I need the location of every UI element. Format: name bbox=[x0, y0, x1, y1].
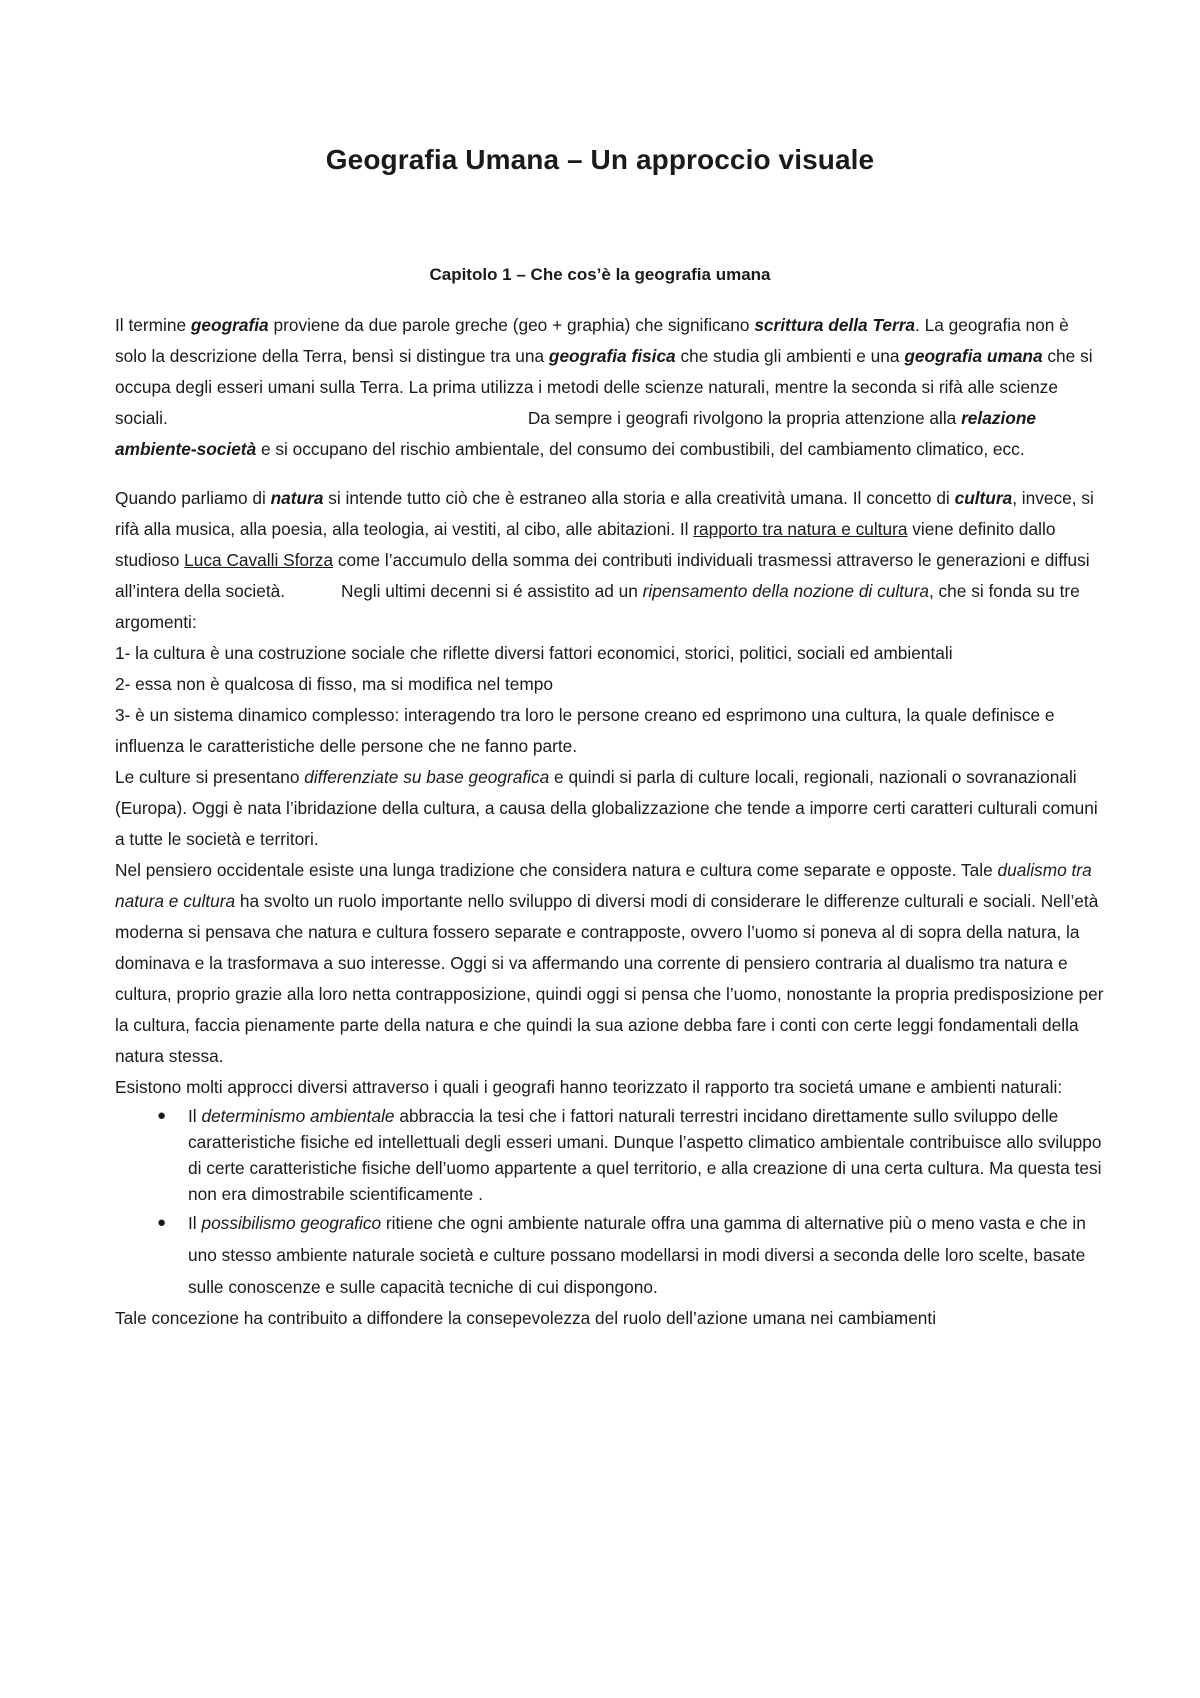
text-run: Le culture si presentano bbox=[115, 767, 305, 787]
text-run: come l’accumulo della somma dei contributi individuali trasmessi attraverso le generazioni e diffusi all’intera della società. bbox=[115, 550, 1090, 601]
list-item bbox=[115, 1103, 1105, 1207]
paragraph-intro bbox=[115, 310, 1105, 465]
bullet-icon: ● bbox=[157, 1214, 167, 1231]
text-run: ritiene che ogni ambiente naturale offra una gamma di alternative più o meno vasta e che in uno stesso ambiente naturale società e culture possano modellarsi in modi diversi a seconda delle loro scelte, basate sulle conoscenze e sulle capacità tecniche di cui dispongono. bbox=[188, 1213, 1086, 1297]
approaches-list bbox=[115, 1103, 1105, 1303]
document-title: Geografia Umana – Un approccio visuale bbox=[325, 144, 875, 175]
term-differenziate: differenziate su base geografica bbox=[304, 767, 550, 787]
term-geografia-fisica: geografia fisica bbox=[548, 346, 676, 366]
text-run: Il termine bbox=[115, 315, 191, 335]
term-possibilismo-geografico: possibilismo geografico bbox=[201, 1213, 382, 1233]
document-body bbox=[115, 310, 1105, 1334]
text-run: e si occupano del rischio ambientale, del consumo dei combustibili, del cambiamento climatico, ecc. bbox=[256, 439, 1025, 459]
text-run: . La geografia non è solo la descrizione della Terra, bensì si distingue tra una bbox=[115, 315, 1069, 366]
term-scrittura-della-terra: scrittura della Terra bbox=[754, 315, 916, 335]
term-determinismo-ambientale: determinismo ambientale bbox=[201, 1106, 395, 1126]
text-run: Negli ultimi decenni si é assistito ad un bbox=[341, 581, 643, 601]
text-run: , che si fonda su tre argomenti: bbox=[115, 581, 1080, 632]
paragraph-conclusione: Tale concezione ha contribuito a diffondere la consepevolezza del ruolo dell’azione umana nei cambiamenti bbox=[115, 1308, 937, 1328]
text-run: Il bbox=[188, 1106, 202, 1126]
numbered-point: 2- essa non è qualcosa di fisso, ma si modifica nel tempo bbox=[115, 674, 554, 694]
text-run: e quindi si parla di culture locali, regionali, nazionali o sovranazionali (Europa). Oggi è nata l’ibridazione della cultura, a causa della globalizzazione che tende a imporre certi caratteri culturali comuni a tutte le società e territori. bbox=[115, 767, 1098, 849]
text-run: si intende tutto ciò che è estraneo alla storia e alla creatività umana. Il concetto di bbox=[323, 488, 955, 508]
paragraph-approcci: Esistono molti approcci diversi attraverso i quali i geografi hanno teorizzato il rapporto tra societá umane e ambienti naturali: bbox=[115, 1077, 1063, 1097]
term-dualismo: dualismo tra natura e cultura bbox=[115, 860, 1092, 911]
text-run: Quando parliamo di bbox=[115, 488, 271, 508]
term-geografia: geografia bbox=[190, 315, 269, 335]
text-run: Da sempre i geografi rivolgono la propria attenzione alla bbox=[527, 408, 962, 428]
author-name: Luca Cavalli Sforza bbox=[184, 550, 334, 570]
text-run: sociali. bbox=[115, 408, 168, 428]
chapter-heading: Capitolo 1 – Che cos’è la geografia umana bbox=[429, 265, 771, 284]
term-rapporto-natura-cultura: rapporto tra natura e cultura bbox=[693, 519, 908, 539]
text-run: Nel pensiero occidentale esiste una lunga tradizione che considera natura e cultura come separate e opposte. Tale bbox=[115, 860, 998, 880]
paragraph-dualismo bbox=[115, 855, 1105, 1072]
term-natura: natura bbox=[270, 488, 324, 508]
numbered-point: 3- è un sistema dinamico complesso: interagendo tra loro le persone creano ed esprimono una cultura, la quale definisce e influenza le caratteristiche delle persone che ne fanno parte. bbox=[115, 705, 1055, 756]
text-run: proviene da due parole greche (geo + graphia) che significano bbox=[268, 315, 755, 335]
text-run: che studia gli ambienti e una bbox=[675, 346, 905, 366]
text-run: Il bbox=[188, 1213, 202, 1233]
bullet-icon: ● bbox=[157, 1107, 167, 1124]
text-run: ha svolto un ruolo importante nello sviluppo di diversi modi di considerare le differenze culturali e sociali. Nell’età moderna si pensava che natura e cultura fossero separate e contrapposte, ovvero l’uomo si poneva al di sopra della natura, la dominava e la trasformava a suo interesse. Oggi si va affermando una corrente di pensiero contraria al dualismo tra natura e cultura, proprio grazie alla loro netta contrapposizione, quindi oggi si pensa che l’uomo, nonostante la propria predisposizione per la cultura, faccia pienamente parte della natura e che quindi la sua azione debba fare i conti con certe leggi fondamentali della natura stessa. bbox=[115, 891, 1104, 1066]
text-run: abbraccia la tesi che i fattori naturali terrestri incidano direttamente sullo sviluppo delle caratteristiche fisiche ed intellettuali degli esseri umani. Dunque l’aspetto climatico ambientale contribuisce allo sviluppo di certe caratteristiche fisiche dell’uomo appartente a quel territorio, e alla creazione di una certa cultura. Ma questa tesi non era dimostrabile scientificamente . bbox=[188, 1106, 1102, 1204]
text-run: viene definito dallo studioso bbox=[115, 519, 1056, 570]
term-cultura: cultura bbox=[954, 488, 1013, 508]
paragraph-culture-geografiche bbox=[115, 762, 1105, 855]
numbered-point: 1- la cultura è una costruzione sociale che riflette diversi fattori economici, storici, politici, sociali ed ambientali bbox=[115, 643, 953, 663]
term-geografia-umana: geografia umana bbox=[904, 346, 1043, 366]
text-run: che si occupa degli esseri umani sulla Terra. La prima utilizza i metodi delle scienze naturali, mentre la seconda si rifà alle scienze bbox=[115, 346, 1093, 397]
text-run: , invece, si rifà alla musica, alla poesia, alla teologia, ai vestiti, al cibo, alle abitazioni. Il bbox=[115, 488, 1094, 539]
paragraph-natura-cultura bbox=[115, 483, 1105, 638]
list-item bbox=[115, 1207, 1105, 1303]
term-ripensamento: ripensamento della nozione di cultura bbox=[642, 581, 929, 601]
term-relazione-ambiente-societa: relazione ambiente-società bbox=[115, 408, 1036, 459]
